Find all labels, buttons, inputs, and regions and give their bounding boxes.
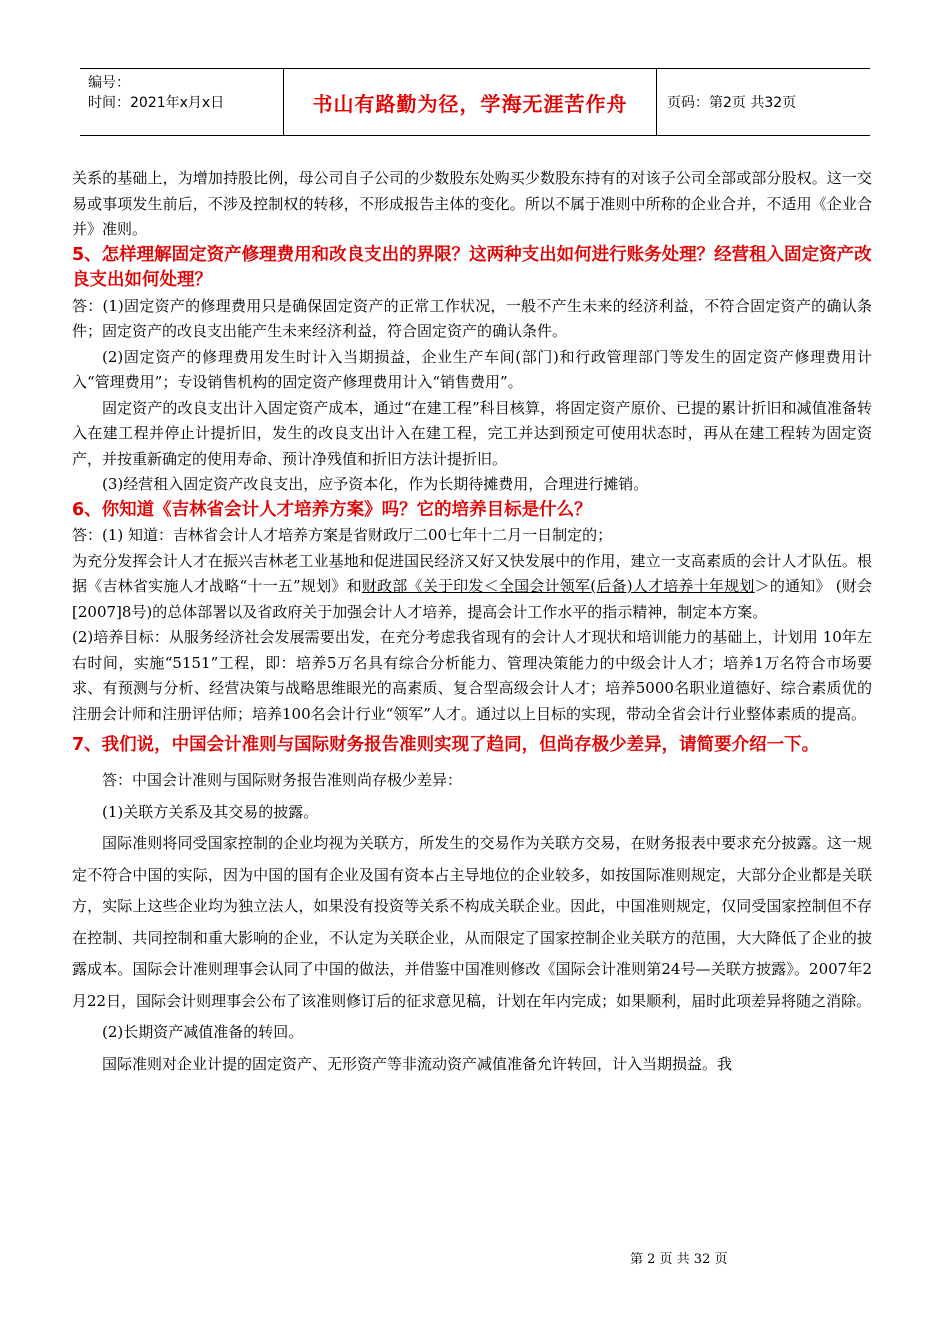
- document-header: [80, 68, 870, 136]
- page-footer: 第 2 页 共 32 页: [630, 1252, 728, 1267]
- question-7-title: 7、我们说，中国会计准则与国际财务报告准则实现了趋同，但尚存极少差异，请简要介绍一下。: [72, 735, 820, 755]
- q6-answer-3: (2)培养目标：从服务经济社会发展需要出发，在充分考虑我省现有的会计人才现状和培训能力的基础上，计划用 10年左右时间，实施“5151”工程，即：培养5万名具有综合分析能力、管理决策能力的中级会计人才；培养1万名符合市场要求、有预测与分析、经营决策与战略思维眼光的高素质、复合型高级会计人才；培养5000名职业道德好、综合素质优的注册会计师和注册评估师；培养100名会计行业“领军”人才。通过以上目标的实现，带动全省会计行业整体素质的提高。: [72, 628, 872, 723]
- q5-answer-3: 固定资产的改良支出计入固定资产成本，通过“在建工程”科目核算，将固定资产原价、已提的累计折旧和减值准备转入在建工程并停止计提折旧，发生的改良支出计入在建工程，完工并达到预定可使用状态时，再从在建工程转为固定资产，并按重新确定的使用寿命、预计净残值和折旧方法计提折旧。: [72, 398, 872, 468]
- q7-answer-4: (2)长期资产减值准备的转回。: [102, 1023, 304, 1041]
- number-label: 编号：: [88, 75, 130, 91]
- intro-paragraph: 关系的基础上，为增加持股比例，母公司自子公司的少数股东处购买少数股东持有的对该子公司全部或部分股权。这一交易或事项发生前后，不涉及控制权的转移，不形成报告主体的变化。所以不属于准则中所称的企业合并，不适用《企业合并》准则。: [72, 169, 872, 238]
- q5-answer-4: (3)经营租入固定资产改良支出，应予资本化，作为长期待摊费用，合理进行摊销。: [102, 475, 649, 493]
- header-meta: [80, 69, 284, 135]
- q5-answer-2: (2)固定资产的修理费用发生时计入当期损益，企业生产车间(部门)和行政管理部门等发生的固定资产修理费用计入“管理费用”；专设销售机构的固定资产修理费用计入“销售费用”。: [72, 347, 872, 391]
- ministry-notice-link[interactable]: 财政部《关于印发＜全国会计领军(后备)人才培养十年规划: [361, 577, 755, 595]
- q6-answer-2: [72, 549, 872, 626]
- q5-answer-1: 答：(1)固定资产的修理费用只是确保固定资产的正常工作状况，一般不产生未来的经济利益，不符合固定资产的确认条件；固定资产的改良支出能产生未来经济利益，符合固定资产的确认条件。: [72, 296, 872, 340]
- q7-answer-2: (1)关联方关系及其交易的披露。: [102, 802, 319, 821]
- document-body: [72, 166, 872, 1080]
- q7-answer-3: 国际准则将同受国家控制的企业均视为关联方，所发生的交易作为关联方交易，在财务报表中要求充分披露。这一规定不符合中国的实际，因为中国的国有企业及国有资本占主导地位的企业较多，如按国际准则规定，大部分企业都是关联方，实际上这些企业均为独立法人，如果没有投资等关系不构成关联企业。因此，中国准则规定，仅同受国家控制但不存在控制、共同控制和重大影响的企业，不认定为关联企业，从而限定了国家控制企业关联方的范围，大大降低了企业的披露成本。国际会计准则理事会认同了中国的做法，并借鉴中国准则修改《国际会计准则第24号—关联方披露》。2007年2月22日，国际会计则理事会公布了该准则修订后的征求意见稿，计划在年内完成；如果顺利，届时此项差异将随之消除。: [72, 834, 872, 1010]
- time-label: 时间：2021年x月x日: [88, 95, 225, 111]
- question-6-title: 6、你知道《吉林省会计人才培养方案》吗？它的培养目标是什么？: [72, 499, 592, 520]
- header-motto: 书山有路勤为径，学海无涯苦作舟: [284, 69, 657, 135]
- q6-answer-1: 答：(1) 知道：吉林省会计人才培养方案是省财政厅二00七年十二月一日制定的；: [72, 526, 613, 544]
- question-5-title: 5、怎样理解固定资产修理费用和改良支出的界限？这两种支出如何进行账务处理？经营租入固定资产改良支出如何处理？: [72, 244, 872, 290]
- q6-answer-2-post: ＞的通知》 (财会[2007]8号)的总体部署以及省政府关于加强会计人才培养，提高会计工作水平的指示精神，制定本方案。: [72, 577, 873, 621]
- q7-answer-5: 国际准则对企业计提的固定资产、无形资产等非流动资产减值准备允许转回，计入当期损益。我: [102, 1054, 733, 1073]
- q7-answer-1: 答：中国会计准则与国际财务报告准则尚存极少差异：: [102, 771, 463, 789]
- header-page-info: 页码：第2页 共32页: [667, 95, 797, 111]
- q6-answer-2-pre: 为充分发挥会计人才在振兴吉林老工业基地和促进国民经济又好又快发展中的作用，建立一支高素质的会计人才队伍。根据《吉林省实施人才战略“十一五”规划》和: [72, 551, 872, 595]
